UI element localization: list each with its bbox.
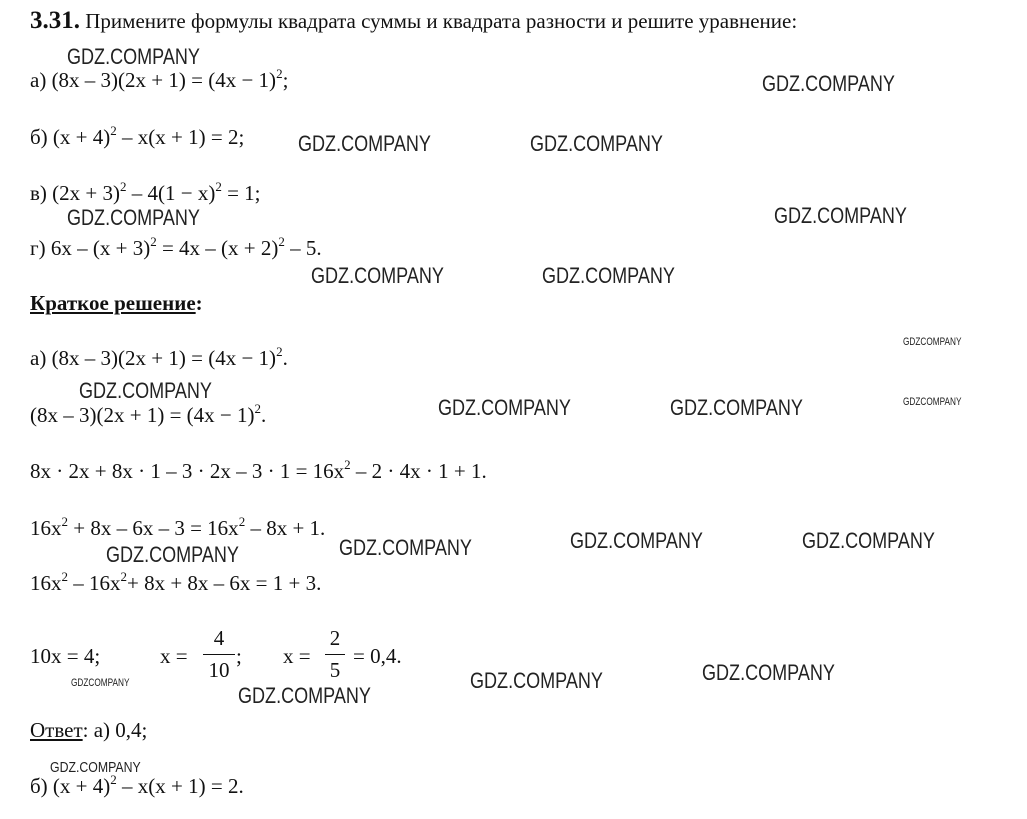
watermark: GDZ.COMPANY: [311, 263, 444, 288]
solution-line-1: а) $(8x - 3)(2x + 1) = (4x - 1)^2$.: [30, 344, 288, 370]
watermark: GDZ.COMPANY: [106, 542, 239, 567]
solution-line-4: $16x^2 + 8x - 6x - 3 = 16x^2 - 8x + 1$.: [30, 514, 326, 540]
watermark: GDZ.COMPANY: [802, 528, 935, 553]
watermark: GDZ.COMPANY: [238, 683, 371, 708]
solution-line-6a: 10x = 4;: [30, 644, 101, 668]
fraction-2-5: [325, 628, 345, 681]
watermark: GDZ.COMPANY: [67, 44, 200, 69]
solution-line-6d: x =: [283, 644, 311, 668]
fraction-bar: [325, 654, 345, 655]
watermark: GDZ.COMPANY: [470, 668, 603, 693]
fraction-bar: [203, 654, 235, 655]
watermark: GDZ.COMPANY: [67, 205, 200, 230]
problem-statement: Примените формулы квадрата суммы и квадрата разности и решите уравнение:: [85, 9, 798, 33]
watermark: GDZ.COMPANY: [570, 528, 703, 553]
solution-line-b: б) $(x + 4)^2 - x(x + 1) = 2$.: [30, 772, 244, 798]
watermark: GDZCOMPANY: [71, 677, 130, 689]
watermark: GDZ.COMPANY: [50, 759, 141, 776]
solution-line-3: $8x \cdot 2x + 8x \cdot 1 - 3 \cdot 2x - 3 \cdot 1 = 16x^2 - 2 \cdot 4x \cdot 1 + 1$.: [30, 457, 487, 483]
solution-line-2: $(8x - 3)(2x + 1) = (4x - 1)^2$.: [30, 401, 267, 427]
task-a: а) $(8x - 3)(2x + 1) = (4x - 1)^2$;: [30, 66, 289, 92]
watermark: GDZ.COMPANY: [762, 71, 895, 96]
problem-header: [30, 8, 797, 33]
watermark: GDZ.COMPANY: [670, 395, 803, 420]
watermark: GDZ.COMPANY: [79, 378, 212, 403]
fraction-4-10: [203, 628, 235, 681]
solution-line-6b: x =: [160, 644, 188, 668]
task-c: в) $(2x + 3)^2 - 4(1 - x)^2 = 1$;: [30, 179, 261, 205]
problem-number: 3.31.: [30, 7, 80, 34]
answer-label: Ответ: [30, 718, 83, 742]
watermark: GDZ.COMPANY: [339, 535, 472, 560]
answer-text: : а) 0,4;: [82, 718, 148, 742]
task-b: б) $(x + 4)^2 - x(x + 1) = 2$;: [30, 123, 245, 149]
fraction-numerator: 4: [213, 626, 225, 650]
solution-line-5: $16x^2 - 16x^2+ 8x + 8x - 6x = 1 + 3$.: [30, 569, 322, 595]
watermark: GDZ.COMPANY: [298, 131, 431, 156]
fraction-denominator: 10: [208, 658, 230, 682]
watermark: GDZ.COMPANY: [542, 263, 675, 288]
fraction-denominator: 5: [329, 658, 341, 682]
solution-line-6e: = 0,4.: [353, 644, 402, 668]
task-d: г) $6x - (x + 3)^2 = 4x - (x + 2)^2 - 5$.: [30, 234, 322, 260]
watermark: GDZ.COMPANY: [774, 203, 907, 228]
solution-line-6c: ;: [236, 644, 242, 668]
watermark: GDZ.COMPANY: [530, 131, 663, 156]
answer-line: [30, 720, 147, 741]
solution-heading: Краткое решение:: [30, 291, 203, 315]
fraction-numerator: 2: [329, 626, 341, 650]
watermark: GDZ.COMPANY: [702, 660, 835, 685]
watermark: GDZCOMPANY: [903, 336, 962, 348]
watermark: GDZ.COMPANY: [438, 395, 571, 420]
watermark: GDZCOMPANY: [903, 396, 962, 408]
